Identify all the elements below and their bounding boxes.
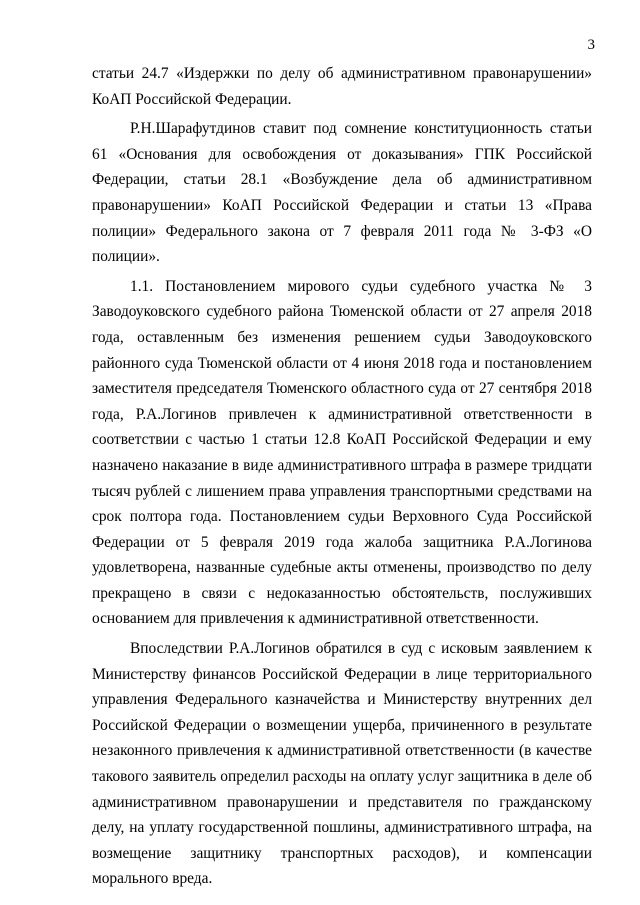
paragraph-continuation: статьи 24.7 «Издержки по делу об административном правонарушении» КоАП Российской Федерации. [92,65,592,108]
paragraph-loginov-claim: Впоследствии Р.А.Логинов обратился в суд с исковым заявлением к Министерству финансов Российской Федерации в лице территориального управления Федерального казначейства и Министерству внутренних дел Российской Федерации о возмещении ущерба, причиненного в результате незаконного привлечения к административной ответственности (в качестве такового заявитель определил расходы на оплату услуг защитника в деле об административном правонарушении и представителя по гражданскому делу, на уплату государственной пошлины, административного штрафа, на возмещение защитнику транспортных расходов), и компенсации морального вреда. [92,640,592,888]
paragraph-1-1: 1.1. Постановлением мирового судьи судебного участка № 3 Заводоуковского судебного района Тюменской области от 27 апреля 2018 года, оставленным без изменения решением судьи Заводоуковского районного суда Тюменской области от 4 июня 2018 года и постановлением заместителя председателя Тюменского областного суда от 27 сентября 2018 года, Р.А.Логинов привлечен к административной ответственности в соответствии с частью 1 статьи 12.8 КоАП Российской Федерации и ему назначено наказание в виде административного штрафа в размере тридцати тысяч рублей с лишением права управления транспортными средствами на срок полтора года. Постановлением судьи Верховного Суда Российской Федерации от 5 февраля 2019 года жалоба защитника Р.А.Логинова удовлетворена, названные судебные акты отменены, производство по делу прекращено в связи с недоказанностью обстоятельств, послуживших основанием для привлечения к административной ответственности. [92,277,592,628]
document-body [92,61,592,892]
page-number: 3 [587,37,595,53]
paragraph-sharafutdinov: Р.Н.Шарафутдинов ставит под сомнение конституционность статьи 61 «Основания для освобождения от доказывания» ГПК Российской Федерации, статьи 28.1 «Возбуждение дела об административном правонарушении» КоАП Российской Федерации и статьи 13 «Права полиции» Федерального закона от 7 февраля 2011 года № 3-ФЗ «О полиции». [92,120,592,266]
